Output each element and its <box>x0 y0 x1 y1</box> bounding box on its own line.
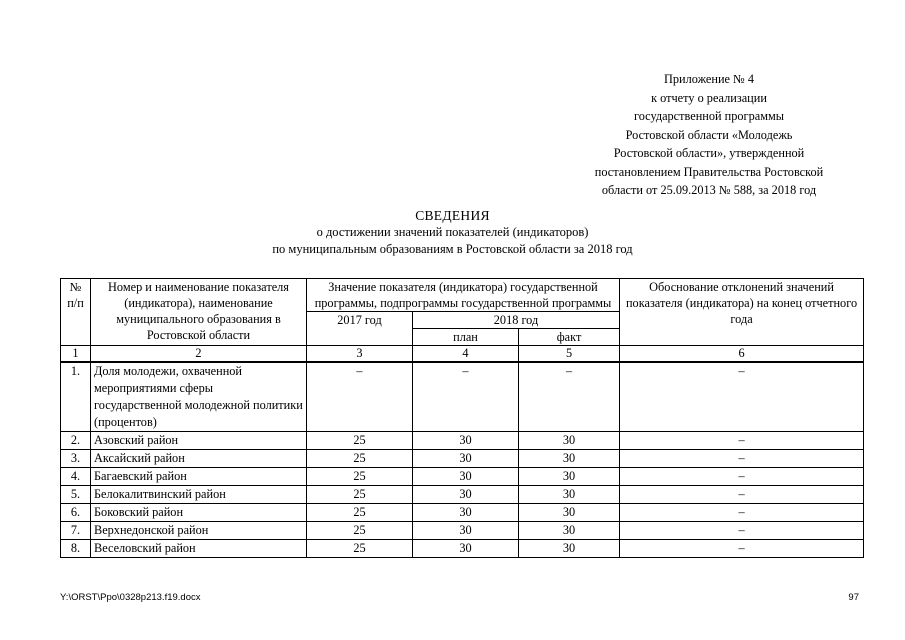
row-justification: – <box>620 362 864 432</box>
row-fact: 30 <box>519 432 620 450</box>
column-number: 1 <box>61 346 91 363</box>
row-plan: 30 <box>413 432 519 450</box>
row-name: Аксайский район <box>91 450 307 468</box>
table-row <box>61 450 864 468</box>
row-plan: 30 <box>413 486 519 504</box>
row-2017: 25 <box>307 522 413 540</box>
table-row <box>61 486 864 504</box>
row-fact: 30 <box>519 540 620 558</box>
document-title: СВЕДЕНИЯ <box>415 208 490 223</box>
row-name: Доля молодежи, охваченной мероприятиями сферы государственной молодежной политики (процентов) <box>91 362 307 432</box>
table-row <box>61 432 864 450</box>
row-plan: 30 <box>413 522 519 540</box>
document-heading <box>0 207 905 258</box>
row-fact: 30 <box>519 468 620 486</box>
row-fact: 30 <box>519 522 620 540</box>
row-justification: – <box>620 504 864 522</box>
table-row <box>61 362 864 432</box>
column-number: 5 <box>519 346 620 363</box>
header-fact: факт <box>519 329 620 346</box>
row-plan: 30 <box>413 468 519 486</box>
row-num: 2. <box>61 432 91 450</box>
row-2017: 25 <box>307 504 413 522</box>
appendix-line: Ростовской области «Молодежь <box>625 127 793 142</box>
document-subtitle-2: по муниципальным образованиям в Ростовской области за 2018 год <box>272 242 633 256</box>
row-num: 6. <box>61 504 91 522</box>
column-number: 3 <box>307 346 413 363</box>
table-row <box>61 522 864 540</box>
appendix-line: постановлением Правительства Ростовской <box>594 164 824 179</box>
row-justification: – <box>620 540 864 558</box>
page-number: 97 <box>848 592 859 603</box>
row-num: 8. <box>61 540 91 558</box>
row-justification: – <box>620 468 864 486</box>
header-justification: Обоснование отклонений значений показателя (индикатора) на конец отчетного года <box>620 279 864 346</box>
footer-file-path: Y:\ORST\Ppo\0328p213.f19.docx <box>60 592 201 603</box>
row-2017: 25 <box>307 468 413 486</box>
column-number: 2 <box>91 346 307 363</box>
column-number-row <box>61 346 864 363</box>
column-number: 6 <box>620 346 864 363</box>
row-name: Белокалитвинский район <box>91 486 307 504</box>
row-fact: – <box>519 362 620 432</box>
header-value-group: Значение показателя (индикатора) государственной программы, подпрограммы государственной программы <box>307 279 620 312</box>
row-num: 1. <box>61 362 91 432</box>
header-plan: план <box>413 329 519 346</box>
header-num: № п/п <box>61 279 91 346</box>
row-justification: – <box>620 432 864 450</box>
appendix-line: государственной программы <box>633 109 785 123</box>
row-name: Багаевский район <box>91 468 307 486</box>
row-2017: 25 <box>307 432 413 450</box>
row-num: 5. <box>61 486 91 504</box>
row-name: Боковский район <box>91 504 307 522</box>
row-justification: – <box>620 522 864 540</box>
appendix-note <box>559 70 859 200</box>
appendix-line: к отчету о реализации <box>651 90 767 105</box>
table-row <box>61 504 864 522</box>
table-row <box>61 468 864 486</box>
row-plan: 30 <box>413 504 519 522</box>
header-year-2017: 2017 год <box>307 312 413 346</box>
row-plan: 30 <box>413 540 519 558</box>
header-name: Номер и наименование показателя (индикатора), наименование муниципального образования в Ростовской области <box>91 279 307 346</box>
row-num: 7. <box>61 522 91 540</box>
row-fact: 30 <box>519 486 620 504</box>
column-number: 4 <box>413 346 519 363</box>
row-justification: – <box>620 486 864 504</box>
row-2017: 25 <box>307 486 413 504</box>
table-row <box>61 540 864 558</box>
row-name: Верхнедонской район <box>91 522 307 540</box>
appendix-line: области от 25.09.2013 № 588, за 2018 год <box>601 183 817 197</box>
row-fact: 30 <box>519 450 620 468</box>
row-plan: – <box>413 362 519 432</box>
row-num: 4. <box>61 468 91 486</box>
document-subtitle: о достижении значений показателей (индикаторов) <box>316 225 589 239</box>
header-year-2018: 2018 год <box>413 312 620 329</box>
row-fact: 30 <box>519 504 620 522</box>
row-2017: 25 <box>307 540 413 558</box>
indicators-table <box>60 278 864 558</box>
appendix-line: Приложение № 4 <box>663 72 755 86</box>
row-justification: – <box>620 450 864 468</box>
row-num: 3. <box>61 450 91 468</box>
row-name: Азовский район <box>91 432 307 450</box>
row-name: Веселовский район <box>91 540 307 558</box>
row-2017: 25 <box>307 450 413 468</box>
row-2017: – <box>307 362 413 432</box>
header-row <box>61 279 864 312</box>
appendix-line: Ростовской области», утвержденной <box>613 146 805 160</box>
row-plan: 30 <box>413 450 519 468</box>
